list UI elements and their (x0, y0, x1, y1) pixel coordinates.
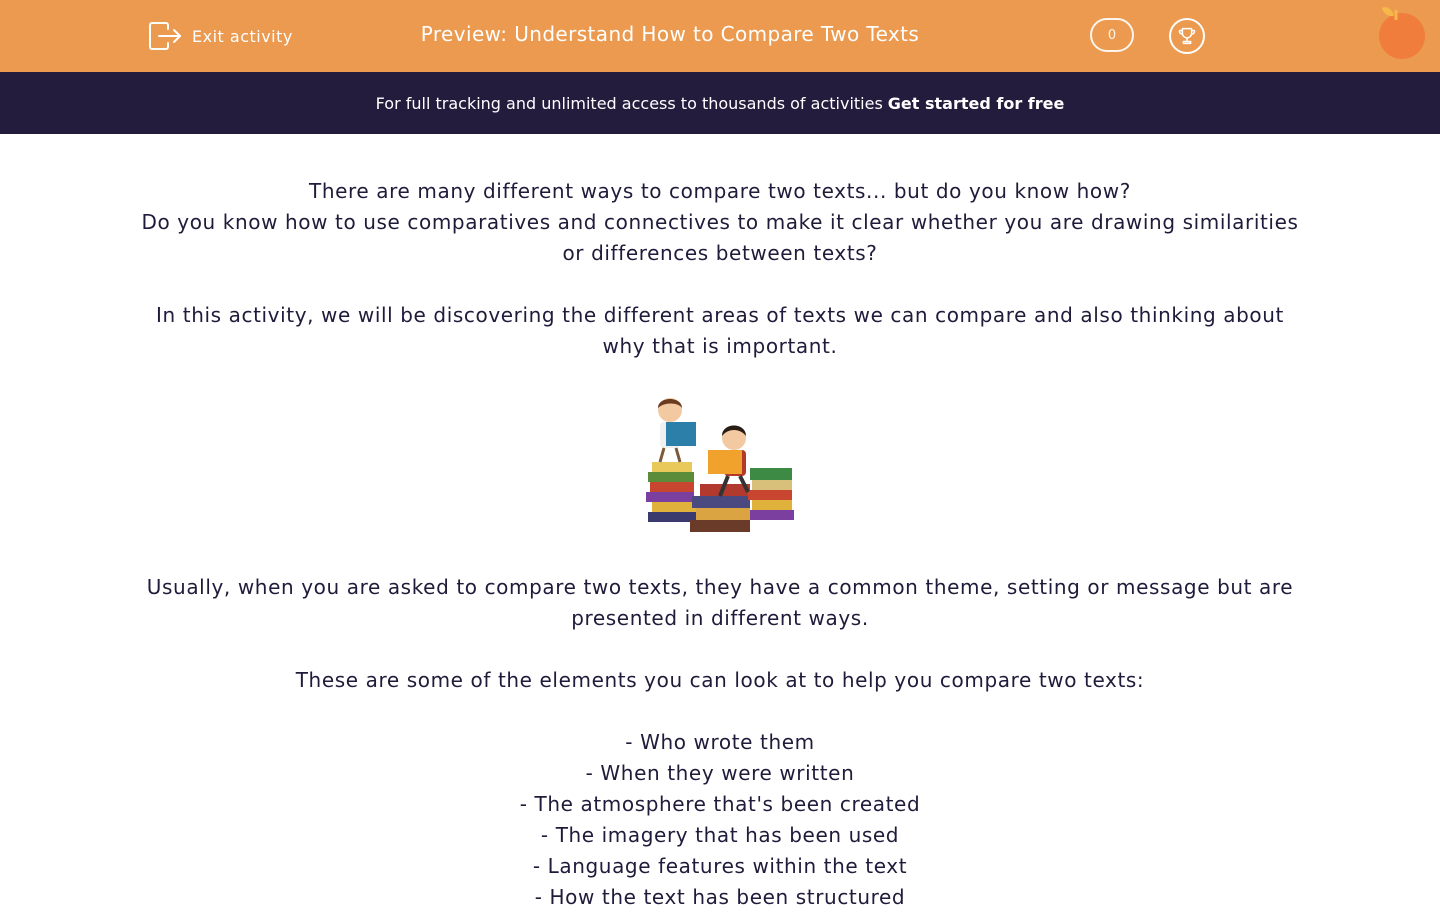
elements-intro: These are some of the elements you can look at to help you compare two texts: (295, 668, 1145, 692)
score-badge: 0 (1090, 18, 1134, 52)
top-bar (0, 0, 1440, 72)
exit-activity-button[interactable] (148, 20, 293, 52)
orange-fruit-logo (1372, 4, 1430, 62)
activity-description: In this activity, we will be discovering the different areas of texts we can compare and also thinking about why that is important. (156, 303, 1284, 358)
trophy-icon (1176, 25, 1198, 47)
children-reading-books-illustration (640, 392, 800, 542)
list-item: - The imagery that has been used (540, 823, 900, 847)
list-item: - When they were written (585, 761, 855, 785)
trophy-button[interactable] (1169, 18, 1205, 54)
exit-activity-label: Exit activity (192, 26, 293, 46)
exit-icon (148, 21, 182, 51)
page-title: Preview: Understand How to Compare Two Texts (420, 22, 920, 46)
intro-line-2: Do you know how to use comparatives and connectives to make it clear whether you are drawing similarities or differences between texts? (141, 210, 1299, 265)
activity-intro (140, 176, 1300, 913)
list-item: - How the text has been structured (534, 885, 906, 909)
comparison-context: Usually, when you are asked to compare two texts, they have a common theme, setting or message but are presented in different ways. (146, 575, 1294, 630)
list-item: - Language features within the text (532, 854, 908, 878)
banner-text: For full tracking and unlimited access to thousands of activities (375, 93, 883, 113)
signup-banner (0, 72, 1440, 134)
list-item: - The atmosphere that's been created (519, 792, 921, 816)
intro-line-1: There are many different ways to compare two texts... but do you know how? (309, 179, 1131, 203)
get-started-link[interactable]: Get started for free (887, 93, 1065, 113)
list-item: - Who wrote them (625, 730, 815, 754)
